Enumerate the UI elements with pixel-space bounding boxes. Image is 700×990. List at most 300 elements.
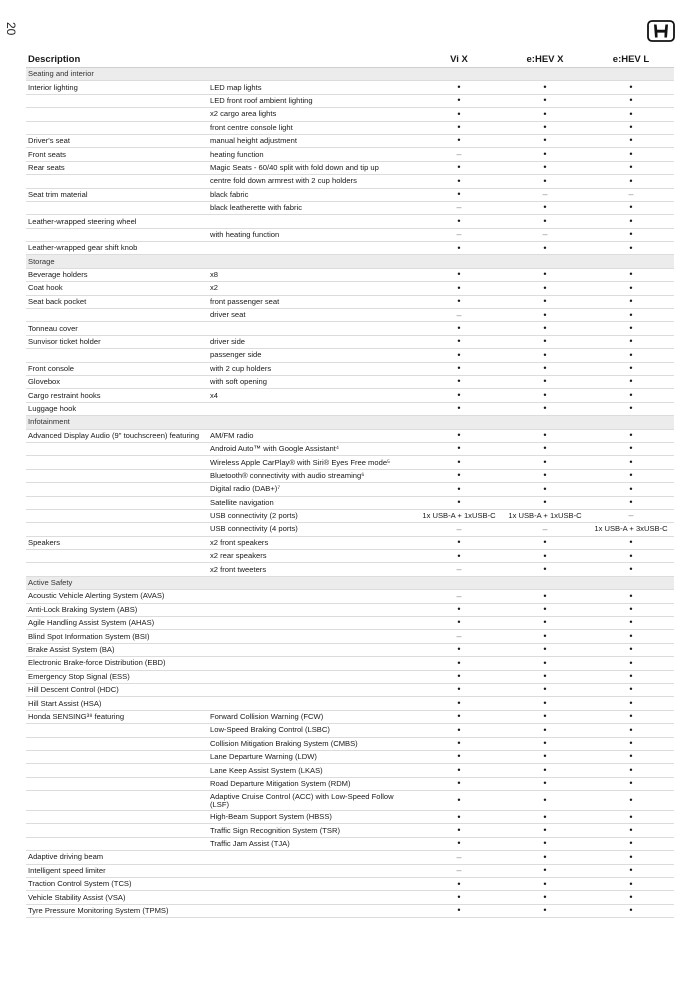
table-row — [26, 550, 674, 563]
feature-detail — [208, 617, 416, 630]
feature-name — [26, 737, 208, 750]
value-vi-x: – — [416, 148, 502, 161]
feature-detail: x8 — [208, 268, 416, 281]
feature-detail: with 2 cup holders — [208, 362, 416, 375]
value-ehev-x: • — [502, 389, 588, 402]
value-vi-x: • — [416, 456, 502, 469]
value-vi-x: • — [416, 108, 502, 121]
feature-detail — [208, 215, 416, 228]
value-ehev-l: • — [588, 550, 674, 563]
feature-detail: x2 front speakers — [208, 536, 416, 549]
table-row — [26, 697, 674, 710]
table-row — [26, 643, 674, 656]
feature-name: Hill Start Assist (HSA) — [26, 697, 208, 710]
specification-table — [26, 53, 674, 918]
table-row — [26, 737, 674, 750]
feature-name — [26, 108, 208, 121]
table-row — [26, 590, 674, 603]
value-vi-x: • — [416, 362, 502, 375]
value-vi-x: • — [416, 811, 502, 824]
value-vi-x: – — [416, 590, 502, 603]
value-ehev-l: • — [588, 710, 674, 723]
feature-detail: USB connectivity (4 ports) — [208, 523, 416, 536]
feature-name: Agile Handling Assist System (AHAS) — [26, 617, 208, 630]
feature-detail: x2 cargo area lights — [208, 108, 416, 121]
value-vi-x: • — [416, 242, 502, 255]
feature-detail: Traffic Jam Assist (TJA) — [208, 837, 416, 850]
value-ehev-x: • — [502, 215, 588, 228]
value-vi-x: • — [416, 536, 502, 549]
value-vi-x: – — [416, 864, 502, 877]
feature-name: Vehicle Stability Assist (VSA) — [26, 891, 208, 904]
value-vi-x: • — [416, 683, 502, 696]
table-row — [26, 228, 674, 241]
value-vi-x: • — [416, 322, 502, 335]
value-ehev-l: • — [588, 657, 674, 670]
table-row — [26, 402, 674, 415]
feature-detail: USB connectivity (2 ports) — [208, 509, 416, 522]
value-vi-x: • — [416, 643, 502, 656]
feature-name: Seat trim material — [26, 188, 208, 201]
feature-name — [26, 456, 208, 469]
feature-detail: x2 rear speakers — [208, 550, 416, 563]
feature-detail: Lane Keep Assist System (LKAS) — [208, 764, 416, 777]
section-title: Seating and interior — [26, 68, 674, 81]
table-row — [26, 242, 674, 255]
header-ehev-l: e:HEV L — [588, 53, 674, 68]
value-ehev-l: • — [588, 201, 674, 214]
table-row — [26, 349, 674, 362]
feature-detail: heating function — [208, 148, 416, 161]
feature-name — [26, 228, 208, 241]
value-ehev-l: • — [588, 737, 674, 750]
value-ehev-x: • — [502, 697, 588, 710]
feature-detail: front passenger seat — [208, 295, 416, 308]
value-vi-x: 1x USB-A + 1xUSB-C — [416, 509, 502, 522]
feature-detail: Wireless Apple CarPlay® with Siri® Eyes Free mode⁵ — [208, 456, 416, 469]
value-ehev-x: • — [502, 282, 588, 295]
value-ehev-x: • — [502, 617, 588, 630]
value-ehev-l: • — [588, 811, 674, 824]
feature-detail — [208, 864, 416, 877]
value-ehev-l: – — [588, 509, 674, 522]
value-ehev-x: • — [502, 134, 588, 147]
feature-detail: with heating function — [208, 228, 416, 241]
value-ehev-x: • — [502, 657, 588, 670]
feature-name — [26, 791, 208, 811]
value-ehev-l: • — [588, 349, 674, 362]
feature-detail — [208, 670, 416, 683]
table-row — [26, 617, 674, 630]
value-ehev-x: 1x USB-A + 1xUSB-C — [502, 509, 588, 522]
table-row — [26, 375, 674, 388]
value-vi-x: • — [416, 791, 502, 811]
value-vi-x: – — [416, 630, 502, 643]
feature-detail: Forward Collision Warning (FCW) — [208, 710, 416, 723]
feature-detail: passenger side — [208, 349, 416, 362]
value-ehev-x: • — [502, 791, 588, 811]
value-vi-x: • — [416, 94, 502, 107]
header-spacer — [208, 53, 416, 68]
table-row — [26, 710, 674, 723]
table-row — [26, 362, 674, 375]
table-row — [26, 563, 674, 576]
page-number: 20 — [4, 22, 18, 36]
feature-detail — [208, 242, 416, 255]
feature-name: Advanced Display Audio (9" touchscreen) featuring — [26, 429, 208, 442]
value-ehev-x: • — [502, 603, 588, 616]
feature-name: Sunvisor ticket holder — [26, 335, 208, 348]
value-ehev-x: • — [502, 550, 588, 563]
feature-detail — [208, 683, 416, 696]
table-row — [26, 322, 674, 335]
feature-detail — [208, 643, 416, 656]
value-ehev-l: • — [588, 469, 674, 482]
value-ehev-l: • — [588, 161, 674, 174]
value-ehev-x: • — [502, 891, 588, 904]
table-row — [26, 81, 674, 94]
value-ehev-l: – — [588, 188, 674, 201]
value-ehev-l: • — [588, 590, 674, 603]
feature-detail — [208, 657, 416, 670]
value-ehev-l: • — [588, 309, 674, 322]
value-ehev-l: • — [588, 375, 674, 388]
feature-detail: Low-Speed Braking Control (LSBC) — [208, 724, 416, 737]
feature-detail: High-Beam Support System (HBSS) — [208, 811, 416, 824]
value-ehev-l: • — [588, 837, 674, 850]
section-title: Storage — [26, 255, 674, 268]
value-ehev-x: • — [502, 469, 588, 482]
feature-name: Electronic Brake-force Distribution (EBD) — [26, 657, 208, 670]
feature-detail — [208, 851, 416, 864]
section-title: Infotainment — [26, 416, 674, 429]
table-row — [26, 429, 674, 442]
value-ehev-x: • — [502, 335, 588, 348]
feature-name — [26, 824, 208, 837]
header-description: Description — [26, 53, 208, 68]
table-row — [26, 215, 674, 228]
section-row — [26, 576, 674, 589]
feature-detail: AM/FM radio — [208, 429, 416, 442]
value-ehev-l: • — [588, 429, 674, 442]
value-ehev-l: • — [588, 362, 674, 375]
table-header-row — [26, 53, 674, 68]
header-ehev-x: e:HEV X — [502, 53, 588, 68]
value-ehev-l: • — [588, 791, 674, 811]
feature-detail: Adaptive Cruise Control (ACC) with Low-Speed Follow (LSF) — [208, 791, 416, 811]
feature-name: Leather-wrapped gear shift knob — [26, 242, 208, 255]
table-row — [26, 121, 674, 134]
feature-name — [26, 201, 208, 214]
table-row — [26, 188, 674, 201]
value-ehev-l: • — [588, 851, 674, 864]
value-ehev-x: • — [502, 81, 588, 94]
value-ehev-x: • — [502, 362, 588, 375]
table-row — [26, 335, 674, 348]
value-ehev-x: • — [502, 295, 588, 308]
value-ehev-l: • — [588, 456, 674, 469]
feature-name: Interior lighting — [26, 81, 208, 94]
value-ehev-x: • — [502, 375, 588, 388]
value-vi-x: • — [416, 697, 502, 710]
feature-name: Traction Control System (TCS) — [26, 878, 208, 891]
feature-name: Hill Descent Control (HDC) — [26, 683, 208, 696]
feature-name: Coat hook — [26, 282, 208, 295]
feature-name: Front seats — [26, 148, 208, 161]
feature-detail: Collision Mitigation Braking System (CMBS) — [208, 737, 416, 750]
table-row — [26, 904, 674, 917]
feature-detail — [208, 322, 416, 335]
section-row — [26, 255, 674, 268]
value-ehev-x: • — [502, 402, 588, 415]
feature-detail: x2 front tweeters — [208, 563, 416, 576]
value-ehev-l: • — [588, 864, 674, 877]
value-ehev-x: • — [502, 630, 588, 643]
table-row — [26, 811, 674, 824]
value-vi-x: • — [416, 188, 502, 201]
value-ehev-l: • — [588, 282, 674, 295]
feature-name: Driver's seat — [26, 134, 208, 147]
value-vi-x: • — [416, 737, 502, 750]
header-vi-x: Vi X — [416, 53, 502, 68]
value-ehev-x: • — [502, 750, 588, 763]
feature-detail: with soft opening — [208, 375, 416, 388]
table-row — [26, 469, 674, 482]
feature-detail: x2 — [208, 282, 416, 295]
table-row — [26, 108, 674, 121]
table-row — [26, 724, 674, 737]
table-row — [26, 496, 674, 509]
value-ehev-l: • — [588, 148, 674, 161]
table-row — [26, 878, 674, 891]
value-ehev-x: • — [502, 536, 588, 549]
value-vi-x: • — [416, 134, 502, 147]
value-ehev-x: • — [502, 777, 588, 790]
value-ehev-l: • — [588, 496, 674, 509]
table-row — [26, 282, 674, 295]
value-vi-x: • — [416, 469, 502, 482]
feature-detail: black fabric — [208, 188, 416, 201]
value-ehev-x: • — [502, 148, 588, 161]
value-vi-x: • — [416, 442, 502, 455]
table-row — [26, 536, 674, 549]
value-ehev-x: • — [502, 710, 588, 723]
value-ehev-l: • — [588, 228, 674, 241]
value-vi-x: • — [416, 215, 502, 228]
feature-detail: x4 — [208, 389, 416, 402]
feature-detail: LED map lights — [208, 81, 416, 94]
table-row — [26, 777, 674, 790]
value-ehev-l: • — [588, 824, 674, 837]
value-ehev-l: • — [588, 295, 674, 308]
value-vi-x: • — [416, 603, 502, 616]
feature-detail: Bluetooth® connectivity with audio streaming⁶ — [208, 469, 416, 482]
value-ehev-x: • — [502, 201, 588, 214]
table-row — [26, 309, 674, 322]
value-ehev-x: • — [502, 309, 588, 322]
value-ehev-x: • — [502, 483, 588, 496]
table-row — [26, 750, 674, 763]
feature-name — [26, 550, 208, 563]
table-row — [26, 837, 674, 850]
value-ehev-l: • — [588, 563, 674, 576]
value-vi-x: • — [416, 750, 502, 763]
value-vi-x: • — [416, 402, 502, 415]
table-row — [26, 670, 674, 683]
feature-detail — [208, 904, 416, 917]
value-vi-x: • — [416, 268, 502, 281]
value-vi-x: • — [416, 429, 502, 442]
value-ehev-l: • — [588, 268, 674, 281]
value-ehev-l: • — [588, 134, 674, 147]
value-vi-x: – — [416, 523, 502, 536]
value-ehev-x: • — [502, 496, 588, 509]
value-ehev-l: • — [588, 121, 674, 134]
value-vi-x: • — [416, 878, 502, 891]
section-title: Active Safety — [26, 576, 674, 589]
feature-name — [26, 837, 208, 850]
feature-name — [26, 777, 208, 790]
value-ehev-x: • — [502, 242, 588, 255]
feature-detail: Traffic Sign Recognition System (TSR) — [208, 824, 416, 837]
value-ehev-l: • — [588, 215, 674, 228]
value-ehev-l: • — [588, 670, 674, 683]
table-row — [26, 851, 674, 864]
value-ehev-l: • — [588, 483, 674, 496]
value-vi-x: • — [416, 764, 502, 777]
value-vi-x: • — [416, 777, 502, 790]
table-row — [26, 824, 674, 837]
value-ehev-l: • — [588, 335, 674, 348]
feature-detail — [208, 878, 416, 891]
feature-name: Tonneau cover — [26, 322, 208, 335]
feature-detail: LED front roof ambient lighting — [208, 94, 416, 107]
value-vi-x: • — [416, 496, 502, 509]
value-ehev-l: • — [588, 891, 674, 904]
feature-name: Anti-Lock Braking System (ABS) — [26, 603, 208, 616]
feature-name: Acoustic Vehicle Alerting System (AVAS) — [26, 590, 208, 603]
table-row — [26, 483, 674, 496]
value-ehev-x: • — [502, 824, 588, 837]
feature-detail: Lane Departure Warning (LDW) — [208, 750, 416, 763]
table-row — [26, 791, 674, 811]
value-ehev-x: • — [502, 349, 588, 362]
table-row — [26, 175, 674, 188]
table-row — [26, 509, 674, 522]
value-vi-x: • — [416, 891, 502, 904]
table-row — [26, 683, 674, 696]
value-vi-x: • — [416, 121, 502, 134]
value-ehev-x: • — [502, 94, 588, 107]
feature-detail: driver seat — [208, 309, 416, 322]
feature-name — [26, 724, 208, 737]
feature-name: Leather-wrapped steering wheel — [26, 215, 208, 228]
feature-name — [26, 764, 208, 777]
table-row — [26, 456, 674, 469]
value-vi-x: • — [416, 282, 502, 295]
value-vi-x: • — [416, 657, 502, 670]
value-ehev-x: • — [502, 724, 588, 737]
feature-name — [26, 94, 208, 107]
value-vi-x: • — [416, 349, 502, 362]
value-ehev-x: • — [502, 904, 588, 917]
value-ehev-l: • — [588, 878, 674, 891]
value-vi-x: • — [416, 175, 502, 188]
value-vi-x: • — [416, 904, 502, 917]
feature-name — [26, 121, 208, 134]
feature-detail — [208, 630, 416, 643]
feature-name — [26, 483, 208, 496]
table-row — [26, 657, 674, 670]
feature-detail — [208, 603, 416, 616]
value-ehev-l: • — [588, 389, 674, 402]
feature-detail: black leatherette with fabric — [208, 201, 416, 214]
value-ehev-l: 1x USB-A + 3xUSB-C — [588, 523, 674, 536]
value-vi-x: – — [416, 851, 502, 864]
value-ehev-l: • — [588, 322, 674, 335]
value-vi-x: • — [416, 710, 502, 723]
feature-name: Tyre Pressure Monitoring System (TPMS) — [26, 904, 208, 917]
value-ehev-x: • — [502, 683, 588, 696]
feature-detail: centre fold down armrest with 2 cup holders — [208, 175, 416, 188]
value-ehev-l: • — [588, 904, 674, 917]
feature-name: Beverage holders — [26, 268, 208, 281]
value-ehev-l: • — [588, 442, 674, 455]
value-ehev-l: • — [588, 81, 674, 94]
feature-name — [26, 309, 208, 322]
feature-detail — [208, 590, 416, 603]
table-row — [26, 764, 674, 777]
feature-detail: Magic Seats - 60/40 split with fold down and tip up — [208, 161, 416, 174]
feature-detail — [208, 697, 416, 710]
value-vi-x: • — [416, 161, 502, 174]
value-ehev-l: • — [588, 603, 674, 616]
feature-name — [26, 811, 208, 824]
value-ehev-l: • — [588, 175, 674, 188]
value-ehev-l: • — [588, 536, 674, 549]
section-row — [26, 416, 674, 429]
feature-name — [26, 563, 208, 576]
value-ehev-x: • — [502, 268, 588, 281]
honda-h-logo-icon — [647, 20, 675, 42]
feature-name — [26, 496, 208, 509]
feature-detail: manual height adjustment — [208, 134, 416, 147]
table-row — [26, 201, 674, 214]
value-ehev-x: • — [502, 864, 588, 877]
table-row — [26, 389, 674, 402]
feature-name: Emergency Stop Signal (ESS) — [26, 670, 208, 683]
value-ehev-l: • — [588, 617, 674, 630]
value-vi-x: – — [416, 228, 502, 241]
value-ehev-l: • — [588, 764, 674, 777]
value-ehev-l: • — [588, 402, 674, 415]
value-ehev-x: • — [502, 590, 588, 603]
feature-name: Glovebox — [26, 375, 208, 388]
value-vi-x: • — [416, 483, 502, 496]
value-ehev-l: • — [588, 724, 674, 737]
value-ehev-x: • — [502, 442, 588, 455]
table-row — [26, 295, 674, 308]
section-row — [26, 68, 674, 81]
value-ehev-x: • — [502, 121, 588, 134]
value-ehev-l: • — [588, 630, 674, 643]
value-vi-x: • — [416, 724, 502, 737]
feature-name: Brake Assist System (BA) — [26, 643, 208, 656]
value-ehev-l: • — [588, 697, 674, 710]
value-ehev-l: • — [588, 242, 674, 255]
value-ehev-x: • — [502, 161, 588, 174]
feature-detail: Satellite navigation — [208, 496, 416, 509]
